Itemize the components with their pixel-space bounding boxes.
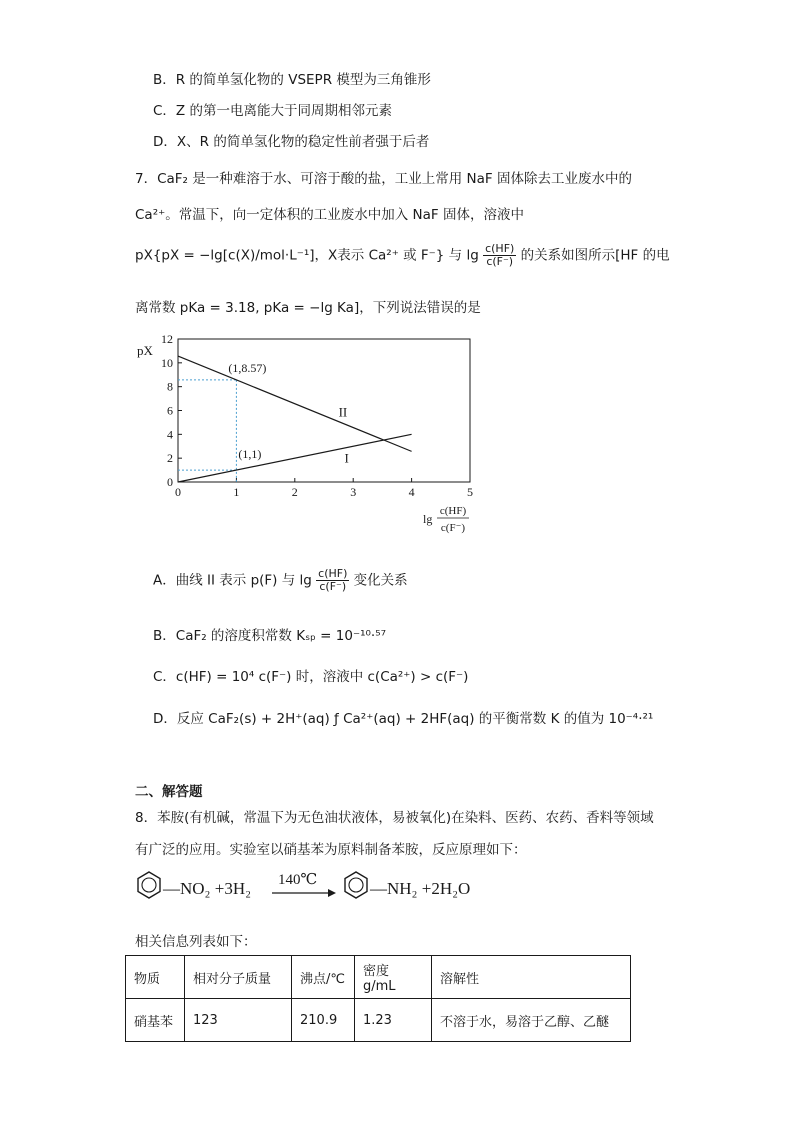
reaction-arrow-icon — [272, 887, 338, 899]
q8-stem-line2: 有广泛的应用。实验室以硝基苯为原料制备苯胺，反应原理如下： — [135, 842, 527, 858]
q7-option-a-den: c(F⁻) — [319, 580, 347, 593]
table-header-cell: 密度 g/mL — [355, 956, 432, 999]
q7-option-b: B．CaF₂ 的溶度积常数 Kₛₚ = 10⁻¹⁰·⁵⁷ — [153, 628, 387, 644]
x-axis-label-den: c(F⁻) — [440, 522, 466, 534]
q6-option-d: D．X、R 的简单氢化物的稳定性前者强于后者 — [153, 134, 430, 150]
table-intro: 相关信息列表如下： — [135, 934, 257, 950]
y-tick-label: 0 — [167, 475, 173, 489]
x-tick-label: 4 — [408, 485, 415, 499]
q7-option-d: D．反应 CaF₂(s) + 2H⁺(aq) ƒ Ca²⁺(aq) + 2HF(aq) 的平衡常数 K 的值为 10⁻⁴·²¹ — [153, 711, 654, 727]
q7-option-a-pre: A．曲线 II 表示 p(F) 与 lg — [153, 572, 312, 589]
q7-option-a-post: 变化关系 — [353, 572, 408, 589]
series-line-II — [178, 356, 412, 451]
q7-stem-line4: 离常数 pKa = 3.18, pKa = −lg Ka]，下列说法错误的是 — [135, 300, 481, 316]
table-cell: 不溶于水，易溶于乙醇、乙醚 — [432, 999, 631, 1042]
q7-chart — [125, 328, 485, 543]
table-cell: 1.23 — [355, 999, 432, 1042]
table-header-cell: 物质 — [126, 956, 185, 999]
plot-frame — [178, 339, 470, 482]
q7-fraction-den: c(F⁻) — [486, 255, 514, 268]
y-tick-label: 8 — [167, 379, 173, 394]
y-tick-label: 12 — [161, 332, 173, 346]
q7-px-definition: pX{pX = −lg[c(X)/mol·L⁻¹]，X表示 Ca²⁺ 或 F⁻} 与 lg — [135, 247, 479, 264]
table-header-cell: 相对分子质量 — [185, 956, 292, 999]
q6-option-c: C．Z 的第一电离能大于同周期相邻元素 — [153, 103, 392, 119]
q6-option-b: B．R 的简单氢化物的 VSEPR 模型为三角锥形 — [153, 72, 431, 88]
section-title: 二、解答题 — [135, 784, 203, 800]
x-tick-label: 3 — [350, 485, 357, 499]
y-tick-label: 6 — [167, 403, 173, 418]
table-header-cell: 沸点/℃ — [292, 956, 355, 999]
point-annotation: (1,1) — [238, 447, 262, 462]
y-axis-label: pX — [137, 343, 153, 358]
q7-option-c: C．c(HF) = 10⁴ c(F⁻) 时，溶液中 c(Ca²⁺) > c(F⁻) — [153, 669, 469, 685]
table-header-row — [126, 956, 631, 999]
q7-calcium-ion: Ca²⁺ — [135, 207, 166, 223]
x-tick-label: 0 — [175, 485, 181, 499]
table-cell: 123 — [185, 999, 292, 1042]
series-label-II: II — [338, 404, 348, 420]
q7-stem-line2-text: 。常温下，向一定体积的工业废水中加入 NaF 固体，溶液中 — [165, 207, 524, 223]
table-cell: 210.9 — [292, 999, 355, 1042]
q7-option-a-fraction — [316, 568, 349, 593]
benzene-ring-right-icon — [342, 870, 370, 900]
point-annotation: (1,8.57) — [228, 360, 267, 375]
y-tick-label: 10 — [161, 355, 173, 370]
q7-stem-line1: 7．CaF₂ 是一种难溶于水、可溶于酸的盐，工业上常用 NaF 固体除去工业废水中的 — [135, 171, 632, 187]
x-axis-label-lg: lg — [423, 512, 433, 526]
x-axis-label-num: c(HF) — [439, 505, 467, 517]
q7-stem-line3-tail: 的关系如图所示[HF 的电 — [520, 247, 670, 264]
q7-stem-line2 — [135, 203, 524, 223]
x-tick-label: 2 — [291, 485, 298, 499]
benzene-ring-left-icon — [135, 870, 163, 900]
x-tick-label: 1 — [233, 485, 240, 499]
q7-fraction — [483, 243, 516, 268]
q8-stem-line1: 8．苯胺(有机碱，常温下为无色油状液体，易被氧化)在染料、医药、农药、香料等领域 — [135, 810, 654, 826]
table-header-cell: 溶解性 — [432, 956, 631, 999]
y-tick-label: 4 — [167, 427, 173, 442]
q7-fraction-num: c(HF) — [485, 242, 515, 255]
y-tick-label: 2 — [167, 451, 173, 466]
property-table — [125, 955, 631, 1042]
series-line-I — [178, 434, 412, 482]
x-tick-label: 5 — [467, 485, 473, 499]
series-label-I: I — [344, 450, 349, 466]
q7-stem-line3 — [135, 243, 670, 268]
reaction-products: —NH₂ +2H₂O — [370, 879, 471, 898]
reaction-reactants: —NO₂ +3H₂ — [163, 879, 252, 898]
table-cell: 硝基苯 — [126, 999, 185, 1042]
reaction-condition: 140℃ — [278, 872, 318, 888]
q7-option-a-num: c(HF) — [318, 567, 348, 580]
table-row — [126, 999, 631, 1042]
q7-option-a — [153, 568, 408, 593]
